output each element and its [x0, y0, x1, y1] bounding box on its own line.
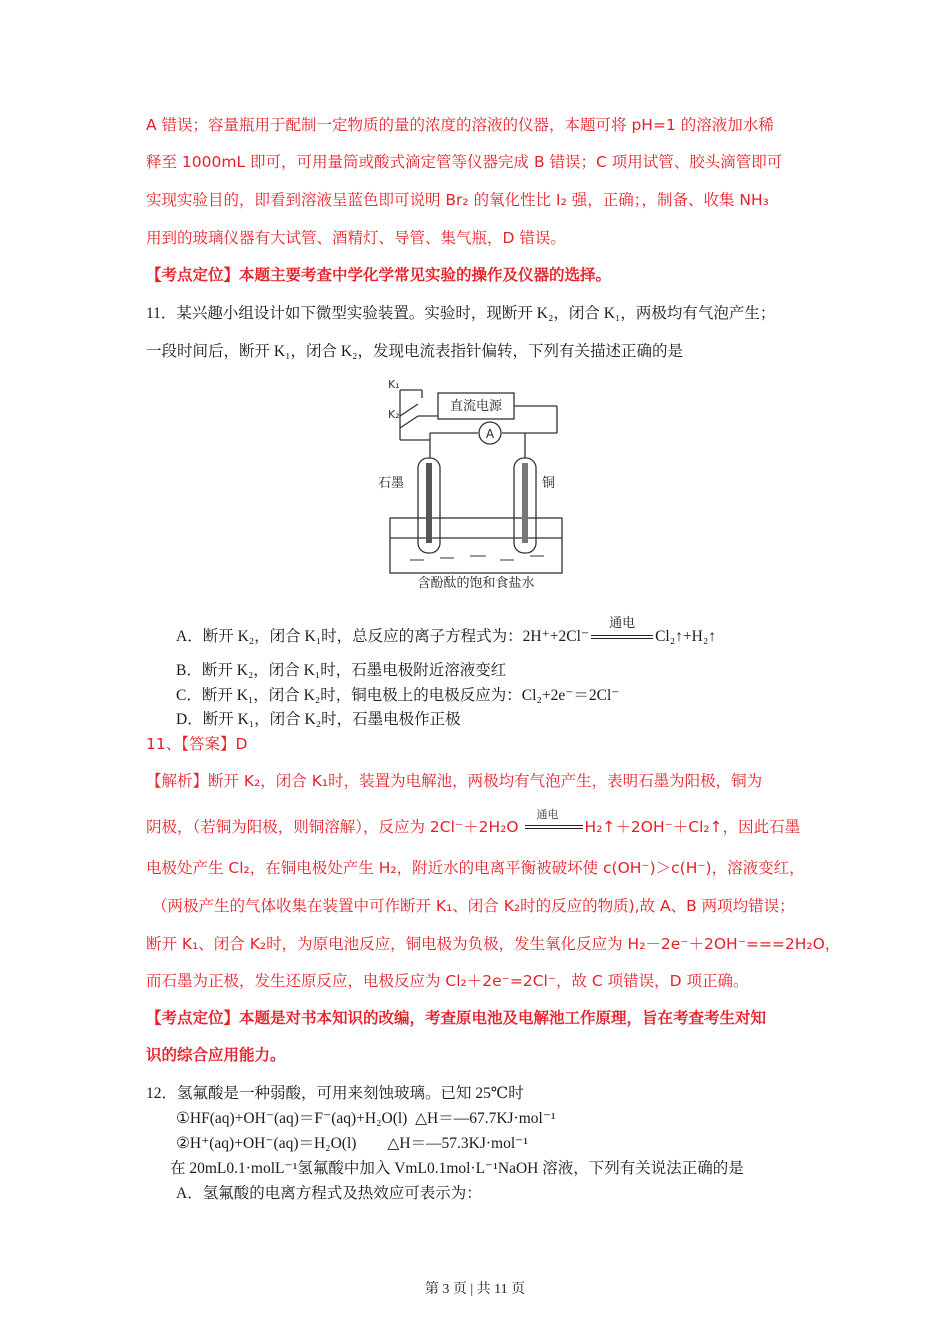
ammeter-label: A	[485, 427, 495, 441]
question-condition: 在 20mL0.1·molL⁻¹氢氟酸中加入 VmL0.1mol·L⁻¹NaOH 溶液，下列有关说法正确的是	[170, 1160, 744, 1177]
analysis-line: 实现实验目的，即看到溶液呈蓝色即可说明 Br₂ 的氧化性比 I₂ 强，正确；，制备、收集 NH₃	[146, 191, 769, 209]
option-b: B．断开 K₂，闭合 K₁时，石墨电极附近溶液变红	[176, 662, 507, 679]
power-label: 直流电源	[449, 399, 503, 414]
question-stem: 12．氢氟酸是一种弱酸，可用来刻蚀玻璃。已知 25℃时	[146, 1085, 524, 1102]
copper-label: 铜	[542, 476, 556, 491]
reaction-arrow	[519, 808, 585, 838]
switch-k2	[400, 416, 418, 428]
key-point: 识的综合应用能力。	[146, 1046, 286, 1064]
option-a: A．氢氟酸的电离方程式及热效应可表示为：	[176, 1185, 482, 1202]
analysis-line: 【解析】断开 K₂，闭合 K₁时，装置为电解池，两极均有气泡产生，表明石墨为阳极，铜为	[146, 772, 763, 790]
analysis-line	[146, 808, 801, 838]
equation-1: ①HF(aq)+OH⁻(aq)＝F⁻(aq)+H₂O(l) △H＝—67.7KJ·mol⁻¹	[176, 1110, 556, 1127]
key-point: 【考点定位】本题是对书本知识的改编，考查原电池及电解池工作原理，旨在考查考生对知	[146, 1009, 767, 1027]
page-footer: 第 3 页 | 共 11 页	[424, 1282, 526, 1297]
option-a-text: A．断开 K₂，闭合 K₁时，总反应的离子方程式为：2H⁺+2Cl⁻	[176, 628, 590, 645]
question-stem: 11．某兴趣小组设计如下微型实验装置。实验时，现断开 K₂，闭合 K₁，两极均有气泡产生；	[146, 305, 776, 322]
graphite-electrode	[426, 463, 432, 543]
analysis-line: A 错误；容量瓶用于配制一定物质的量的浓度的溶液的仪器，本题可将 pH=1 的溶液加水稀	[146, 116, 774, 134]
k2-label: K₂	[388, 408, 400, 421]
answer: 11、【答案】D	[146, 735, 248, 753]
solution-label: 含酚酞的饱和食盐水	[417, 576, 535, 591]
reaction-arrow	[589, 615, 655, 648]
graphite-label: 石墨	[378, 476, 405, 491]
analysis-line: 电极处产生 Cl₂，在铜电极处产生 H₂，附近水的电离平衡被破坏使 c(OH⁻)＞c(H⁻)，溶液变红，	[146, 859, 805, 877]
key-point: 【考点定位】本题主要考查中学化学常见实验的操作及仪器的选择。	[146, 266, 612, 284]
switch-k1	[400, 404, 418, 416]
analysis-line: 用到的玻璃仪器有大试管、酒精灯、导管、集气瓶，D 错误。	[146, 229, 566, 247]
analysis-text: 阴极，（若铜为阳极，则铜溶解），反应为 2Cl⁻＋2H₂O	[146, 818, 519, 836]
equation-2: ②H⁺(aq)+OH⁻(aq)＝H₂O(l) △H＝—57.3KJ·mol⁻¹	[176, 1135, 528, 1152]
option-d: D．断开 K₁，闭合 K₂时，石墨电极作正极	[176, 711, 461, 728]
analysis-line: 而石墨为正极，发生还原反应，电极反应为 Cl₂＋2e⁻=2Cl⁻，故 C 项错误，D 项正确。	[146, 972, 749, 990]
electrolysis-apparatus-diagram	[370, 378, 580, 598]
condition-label: 通电	[609, 615, 636, 630]
analysis-line: 释至 1000mL 即可，可用量筒或酸式滴定管等仪器完成 B 错误；C 项用试管、胶头滴管即可	[146, 153, 783, 171]
analysis-line: 断开 K₁、闭合 K₂时，为原电池反应，铜电极为负极，发生氧化反应为 H₂－2e⁻＋2OH⁻===2H₂O，	[146, 935, 841, 953]
copper-electrode	[522, 463, 528, 543]
option-c: C．断开 K₁，闭合 K₂时，铜电极上的电极反应为：Cl₂+2e⁻＝2Cl⁻	[176, 687, 620, 704]
analysis-text: H₂↑＋2OH⁻＋Cl₂↑，因此石墨	[584, 818, 801, 836]
analysis-line: （两极产生的气体收集在装置中可作断开 K₁、闭合 K₂时的反应的物质),故 A、B 两项均错误；	[152, 897, 795, 915]
option-a	[176, 615, 716, 648]
question-stem: 一段时间后，断开 K₁，闭合 K₂，发现电流表指针偏转，下列有关描述正确的是	[146, 343, 683, 360]
option-a-products: Cl₂↑+H₂↑	[655, 628, 716, 645]
k1-label: K₁	[388, 378, 400, 391]
condition-label: 通电	[536, 808, 559, 821]
